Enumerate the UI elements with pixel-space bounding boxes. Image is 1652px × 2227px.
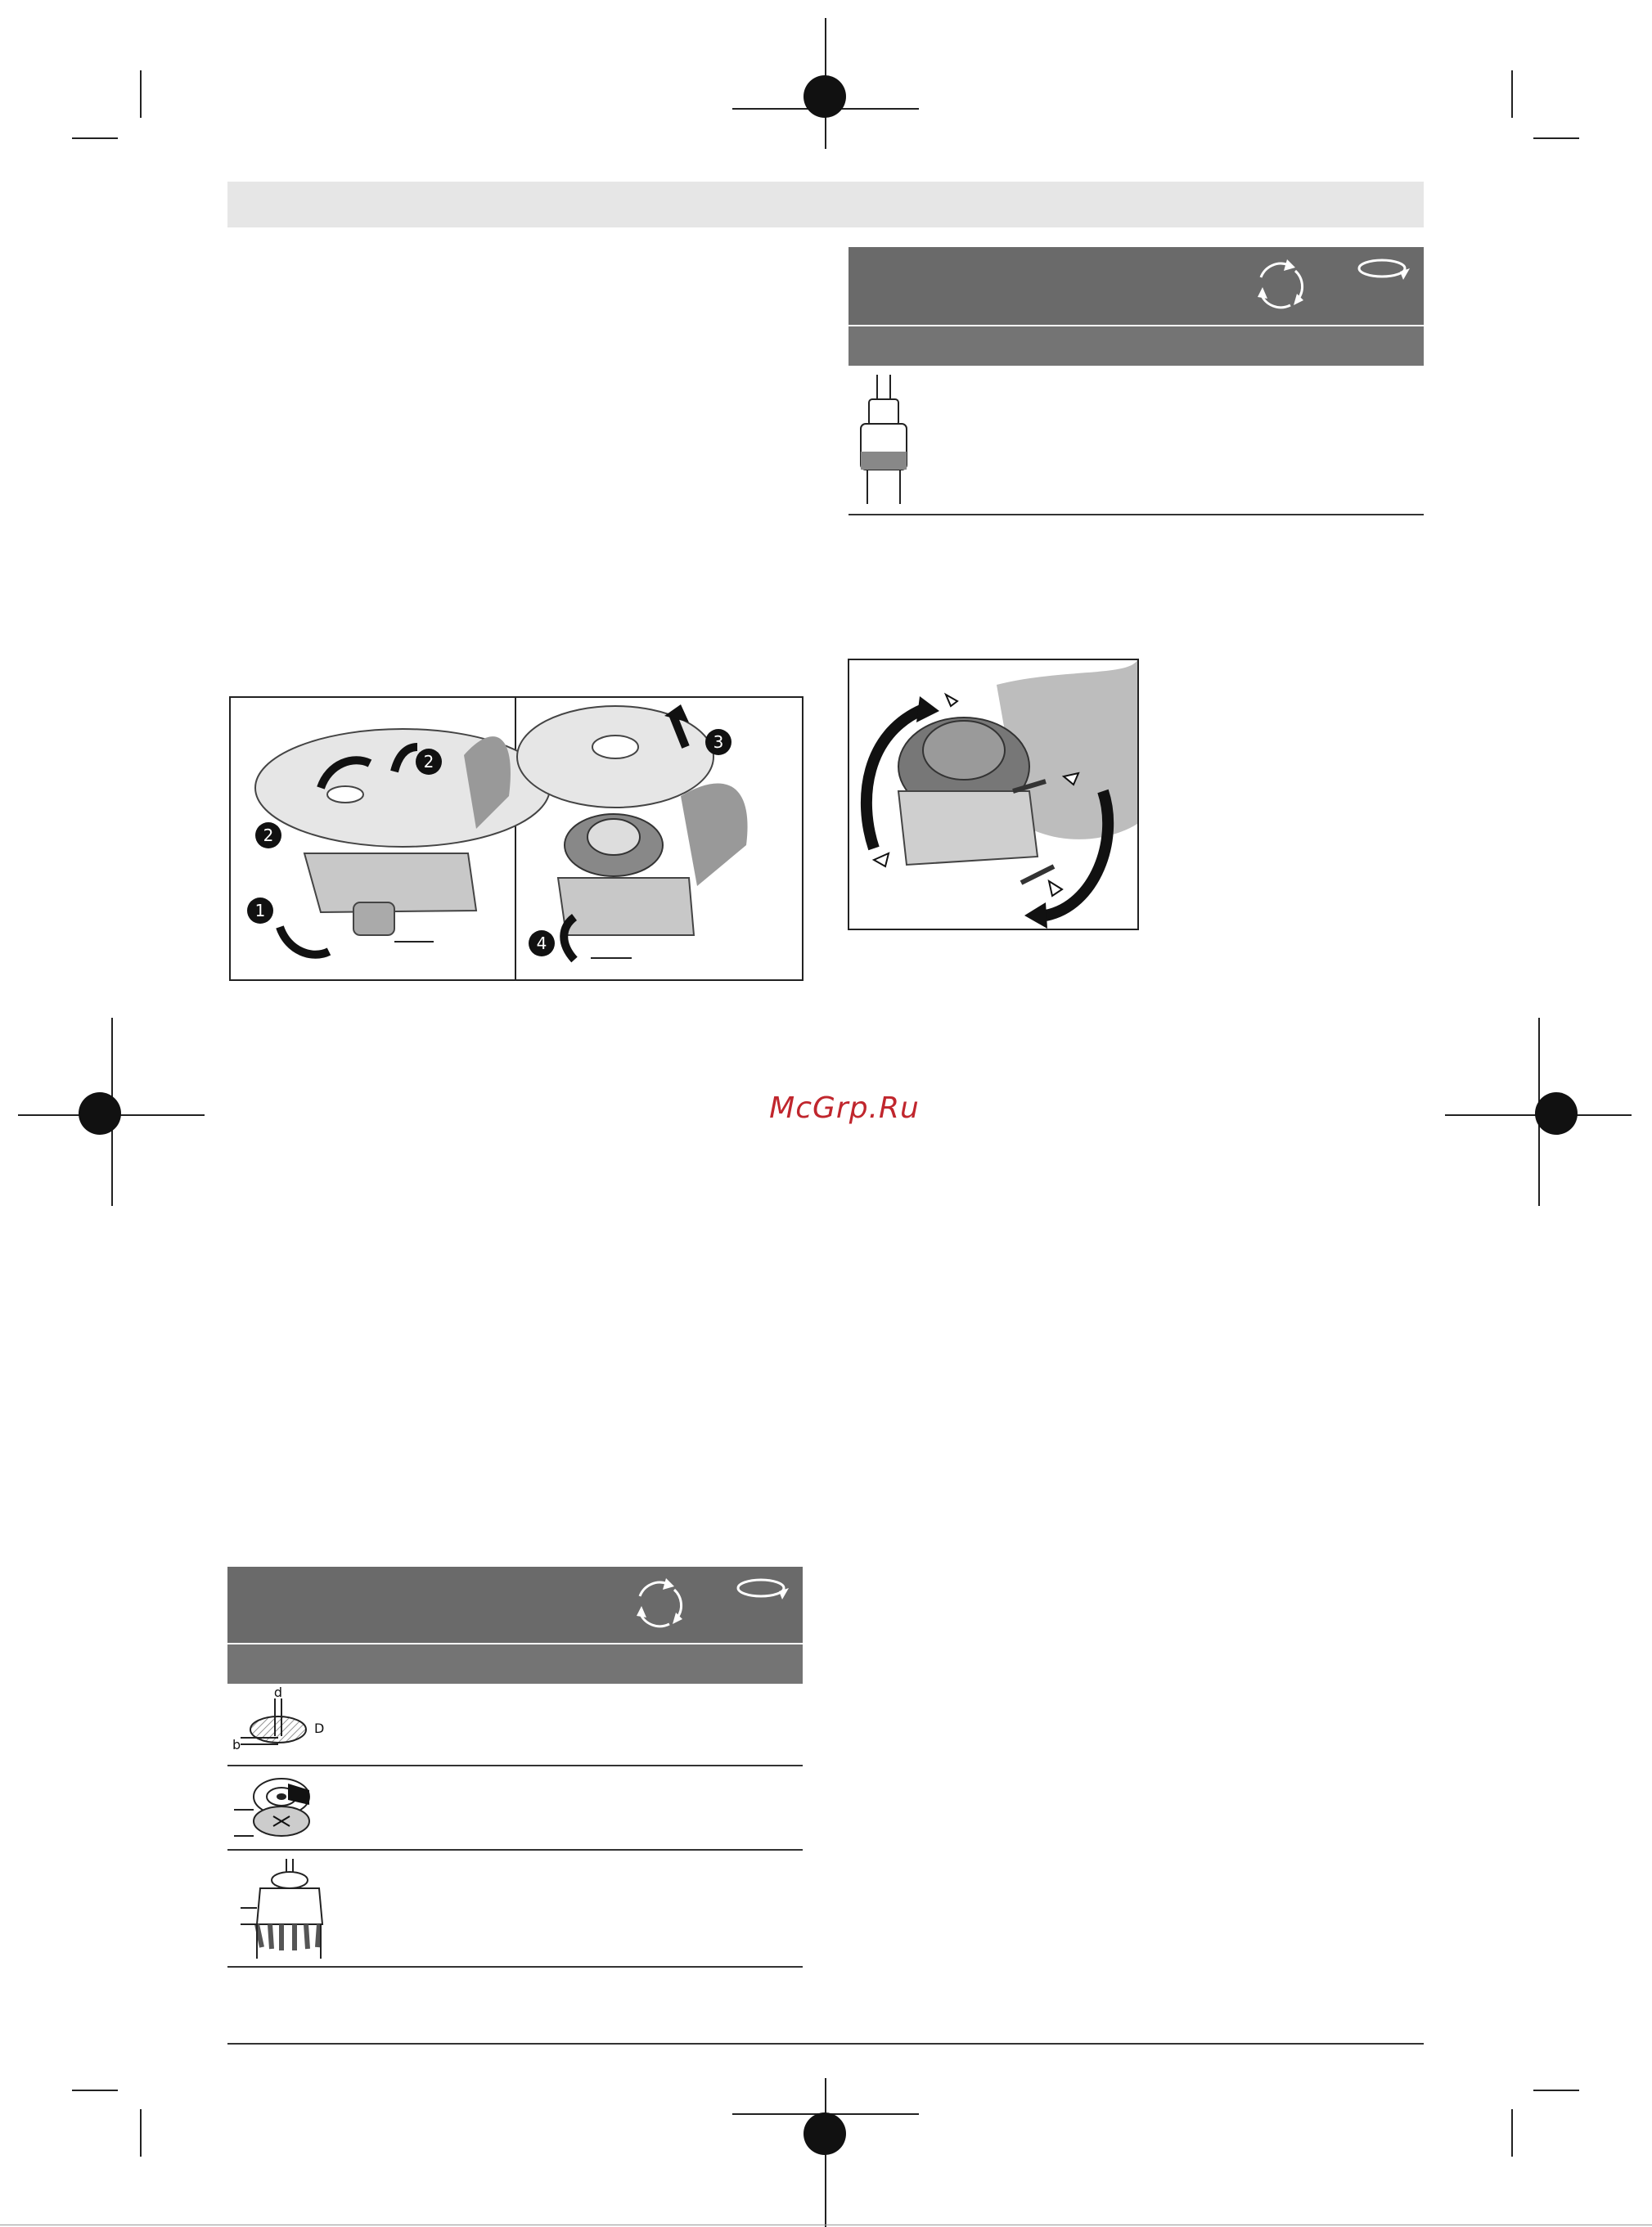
registration-mark — [803, 2112, 846, 2155]
diamond-core-bit-icon — [851, 370, 916, 509]
pointer-arrow-icon — [874, 853, 889, 866]
crop-mark — [1511, 70, 1513, 118]
step-1: 1 — [254, 901, 266, 920]
footer-rule — [227, 2043, 1424, 2045]
pointer-arrow-icon — [946, 695, 957, 706]
step-2: 2 — [423, 752, 434, 772]
figure-guard-removal — [229, 696, 803, 981]
crop-mark — [72, 2090, 118, 2091]
gear-head-illustration — [849, 660, 1137, 929]
guard-removal-illustration — [231, 698, 802, 979]
table-row-rule — [849, 514, 1424, 515]
grinding-disc-icon — [231, 1772, 329, 1847]
cup-brush-icon — [237, 1856, 335, 1960]
table-header-icons — [849, 247, 1424, 325]
rotation-arrows-icon — [637, 1578, 682, 1626]
header-band — [227, 182, 1424, 227]
rotation-arrows-icon — [1258, 259, 1303, 308]
registration-mark — [1535, 1092, 1578, 1135]
table-subheader — [849, 325, 1424, 366]
crop-mark — [1533, 2090, 1579, 2091]
table-header — [849, 247, 1424, 325]
dim-label-b: b — [232, 1737, 241, 1752]
step-3: 3 — [713, 732, 724, 752]
crop-mark — [72, 137, 118, 139]
crop-mark — [140, 2109, 142, 2157]
watermark-text: McGrp.Ru — [769, 1091, 920, 1125]
table-subheader — [227, 1643, 803, 1684]
figure-gear-head — [848, 659, 1139, 930]
pointer-arrow-icon — [1049, 881, 1062, 896]
dim-label-D: D — [314, 1721, 325, 1736]
rotation-arrow-icon — [564, 917, 574, 960]
crop-mark — [1511, 2109, 1513, 2157]
crop-mark — [140, 70, 142, 118]
table-row-rule — [227, 1849, 803, 1851]
step-2: 2 — [263, 826, 274, 845]
table-header — [227, 1567, 803, 1643]
rotation-direction-icon — [1359, 260, 1410, 280]
table-header-icons — [227, 1567, 803, 1643]
cutting-disc-dimensions-icon — [229, 1687, 327, 1756]
registration-mark — [803, 75, 846, 118]
step-4: 4 — [536, 934, 547, 953]
table-row-rule — [227, 1765, 803, 1766]
crop-mark — [1533, 137, 1579, 139]
rotation-arrow-icon — [280, 927, 329, 955]
table-row-rule — [227, 1966, 803, 1968]
rotation-direction-icon — [738, 1580, 789, 1599]
dim-label-d: d — [273, 1687, 283, 1700]
registration-mark — [79, 1092, 121, 1135]
